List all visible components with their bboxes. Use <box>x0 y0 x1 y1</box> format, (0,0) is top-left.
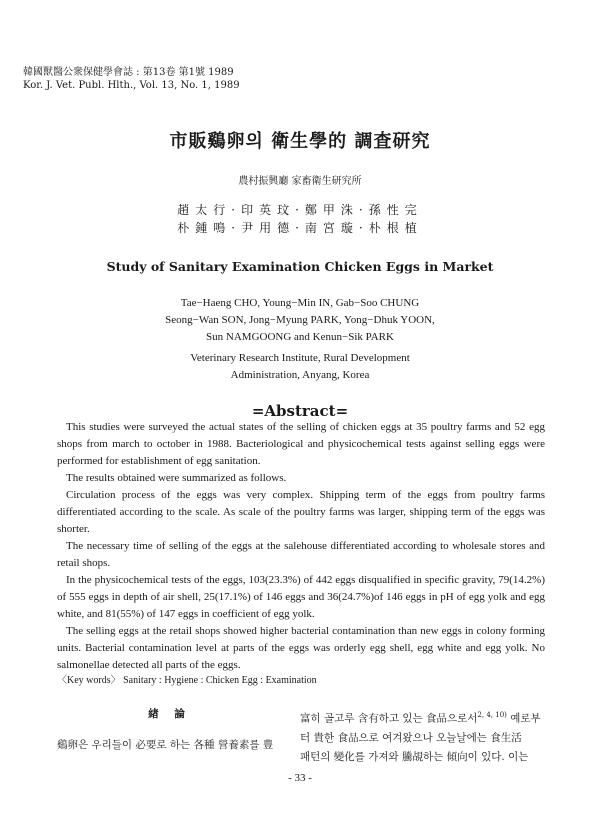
introduction-left-column <box>57 706 282 752</box>
korean-authors-line-2: 朴鍾鳴·尹用德·南宮璇·朴根植 <box>177 221 423 235</box>
abstract-heading: =Abstract= <box>251 402 349 420</box>
abstract-paragraph: This studies were surveyed the actual states of the selling of chicken eggs at 35 poultry farms and 52 egg shops from march to october in 1988. Bacteriological and physicochemical tests against selling eggs were performed for establishment of egg sanitation. <box>57 421 545 467</box>
korean-authors-line-1: 趙太行·印英玟·鄭甲洙·孫性完 <box>177 203 423 217</box>
abstract-paragraph: The results obtained were summarized as follows. <box>66 472 287 484</box>
abstract-body <box>57 419 545 674</box>
introduction-heading: 緖 論 <box>148 708 191 720</box>
citation-superscript: 2, 4, 10) <box>477 711 507 719</box>
page-number: - 33 - <box>288 772 312 784</box>
journal-line-korean: 韓國獸醫公衆保健學會誌 : 第13卷 第1號 1989 <box>23 67 234 78</box>
abstract-paragraph: The necessary time of selling of the eggs at the salehouse differentiated according to wholesale stores and retail shops. <box>57 540 545 569</box>
abstract-paragraph: In the physicochemical tests of the eggs, 103(23.3%) of 442 eggs disqualified in specific gravity, 79(14.2%) of 555 eggs in depth of air shell, 25(17.1%) of 146 eggs and 36(24.7%)of 146 eggs in pH of egg yolk and egg white, and 81(55%) of 147 eggs in coefficient of egg yolk. <box>57 574 545 620</box>
korean-title: 市販鷄卵의 衛生學的 調査研究 <box>169 131 431 152</box>
keywords-line: 〈Key words〉 Sanitary : Hygiene : Chicken Egg : Examination <box>57 675 317 686</box>
introduction-right-column <box>300 706 548 767</box>
english-authors-line-1: Tae−Haeng CHO, Young−Min IN, Gab−Soo CHUNG <box>180 297 420 309</box>
intro-right-line-1-tail: 예로부 <box>506 712 541 725</box>
intro-right-line-1 <box>300 706 548 729</box>
abstract-paragraph: The selling eggs at the retail shops showed higher bacterial contamination than new eggs in colony forming units. Bacterial contamination level at parts of the eggs was orderly egg shell, egg white and egg yolk. No salmonellae detected all parts of the eggs. <box>57 625 545 671</box>
intro-right-line-3: 패턴의 變化를 가져와 騰覘하는 傾向이 있다. 이는 <box>300 750 529 763</box>
introduction-left-text: 鷄卵은 우리들이 必要로 하는 各種 營養素를 豊 <box>57 739 274 751</box>
english-authors-line-3: Sun NAMGOONG and Kenun−Sik PARK <box>206 331 394 343</box>
affiliation-line-1: Veterinary Research Institute, Rural Development <box>190 352 410 364</box>
journal-citation <box>23 66 240 92</box>
affiliation-line-2: Administration, Anyang, Korea <box>230 369 370 381</box>
intro-right-line-1-text: 富히 골고루 含有하고 있는 食品으로서 <box>300 712 478 725</box>
journal-line-english: Kor. J. Vet. Publ. Hlth., Vol. 13, No. 1, 1989 <box>23 80 240 91</box>
korean-organization: 農村振興廳 家畜衛生研究所 <box>238 176 362 187</box>
abstract-paragraph: Circulation process of the eggs was very complex. Shipping term of the eggs from poultry farms differentiated according to the scale. As scale of the poultry farms was larger, shipping term of the eggs was shorter. <box>57 489 545 535</box>
english-authors-line-2: Seong−Wan SON, Jong−Myung PARK, Yong−Dhuk YOON, <box>165 314 435 326</box>
english-title: Study of Sanitary Examination Chicken Eggs in Market <box>106 259 494 274</box>
intro-right-line-2: 터 貴한 食品으로 여겨왔으나 오늘날에는 食生活 <box>300 731 522 744</box>
